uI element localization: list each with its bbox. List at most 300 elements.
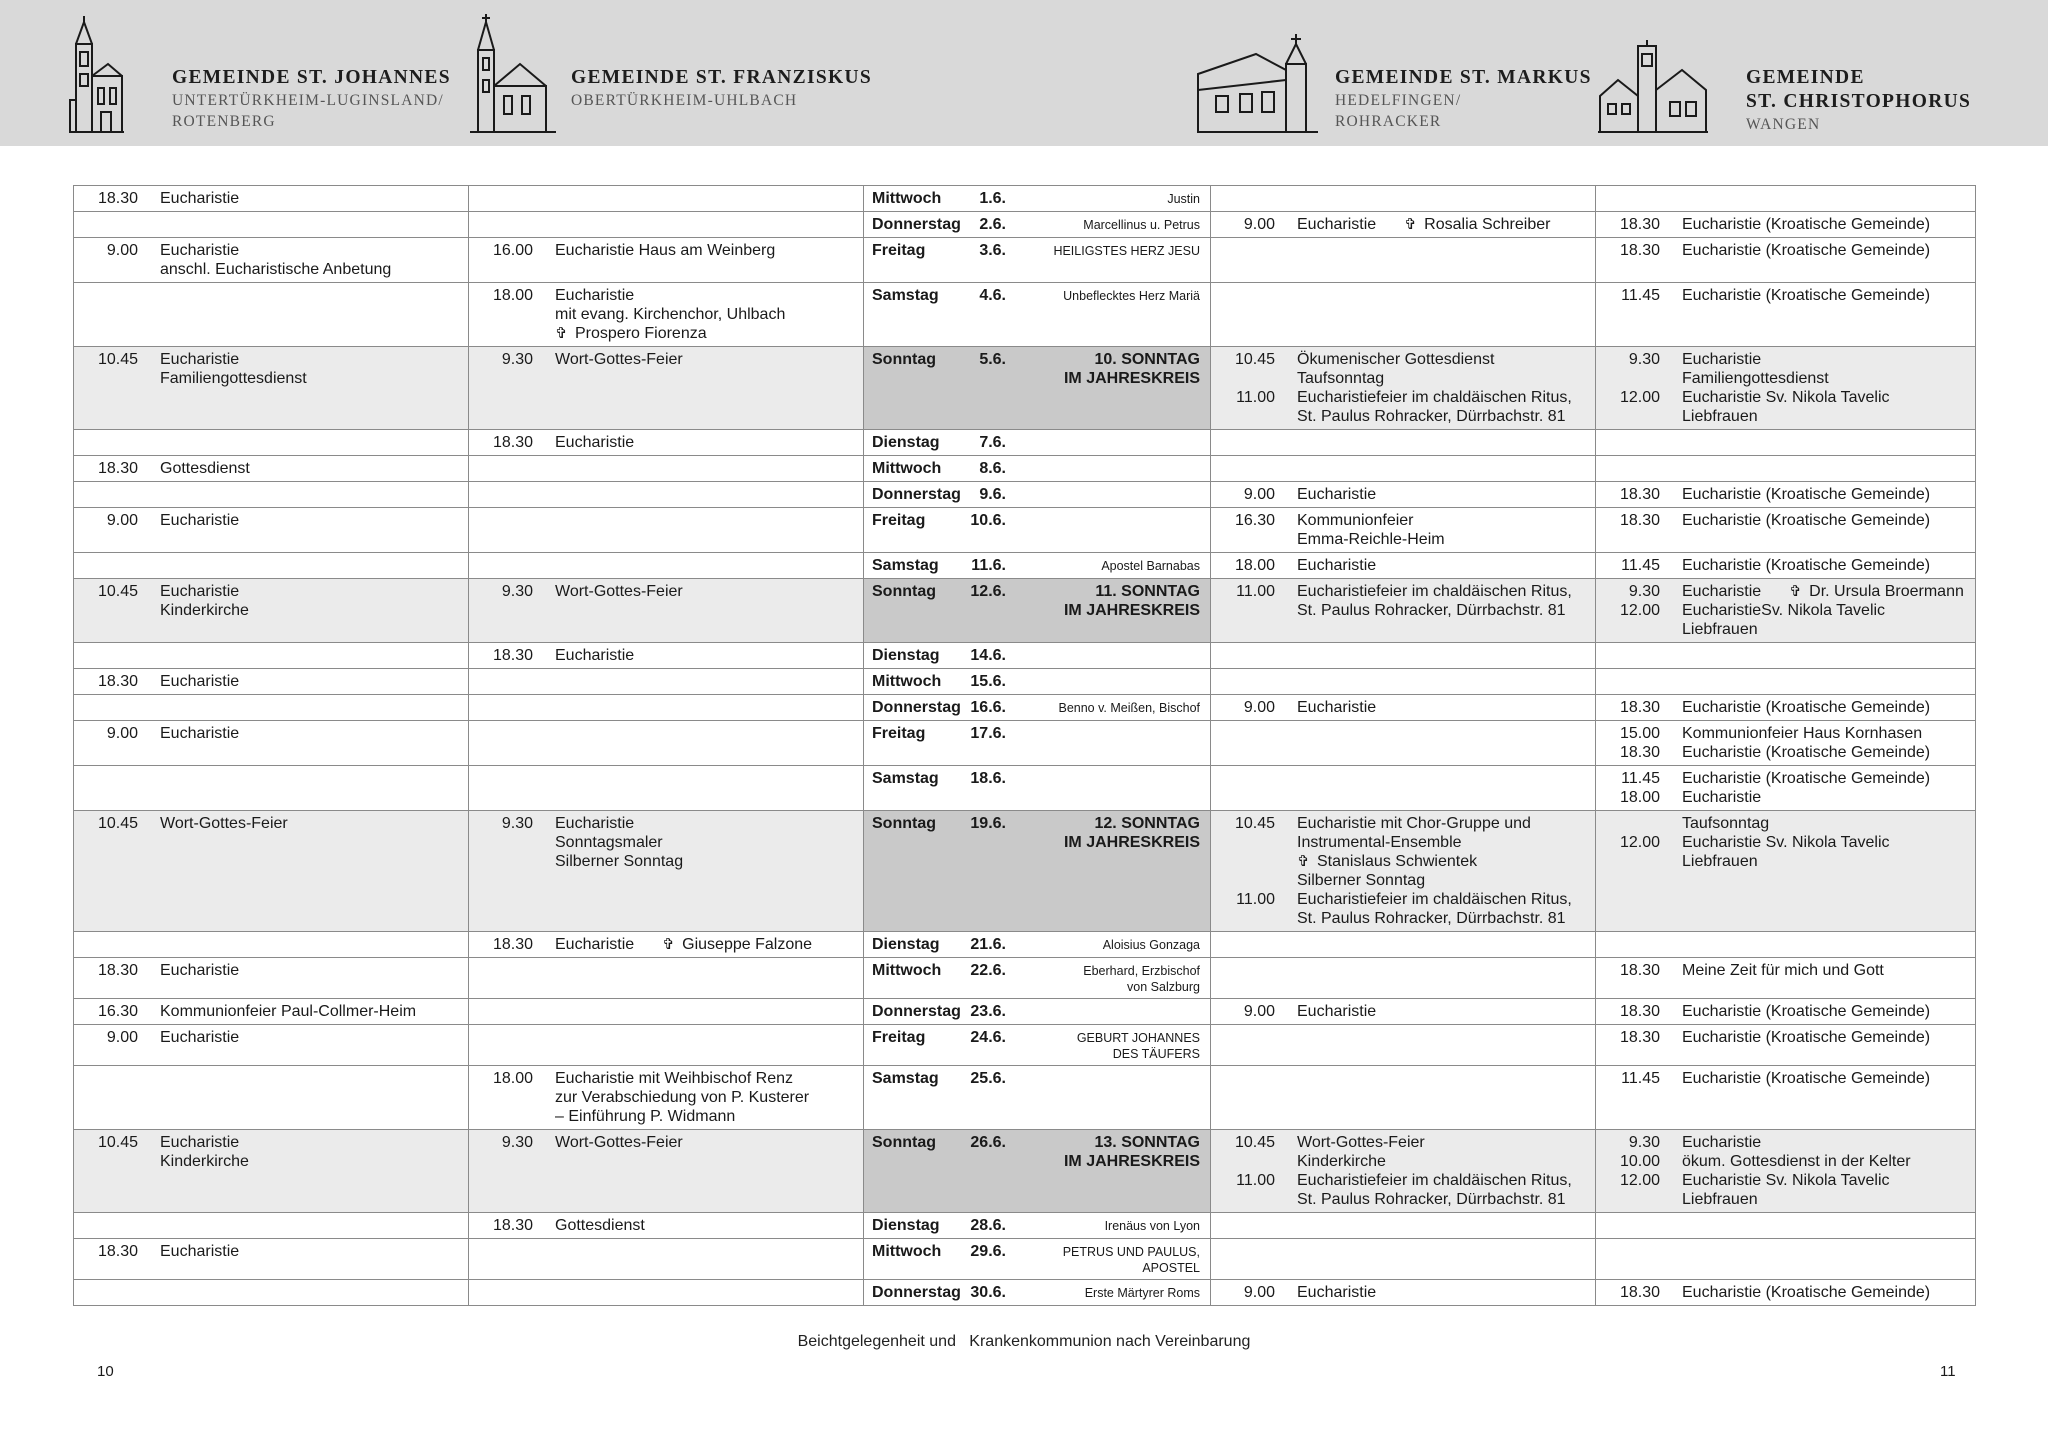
service-text: zur Verabschiedung von P. Kusterer (555, 1089, 810, 1106)
date: 10.6. (970, 512, 1006, 529)
service-text: Eucharistie (1682, 789, 1762, 806)
parish-cell (1211, 456, 1596, 482)
service-line (1682, 743, 1975, 762)
service-line (1682, 1152, 1975, 1171)
service-description (1660, 215, 1975, 234)
service-entry (1211, 388, 1595, 426)
parish-cell (1211, 1213, 1596, 1239)
day-row (74, 643, 1976, 669)
service-line (1297, 556, 1595, 575)
service-line (555, 350, 863, 369)
service-time: 18.30 (492, 936, 533, 953)
service-text: Kinderkirche (160, 1153, 249, 1170)
weekday: Samstag (872, 770, 939, 787)
date: 23.6. (970, 1003, 1006, 1020)
day-cell (864, 811, 1211, 932)
service-line (1297, 833, 1595, 852)
parish-cell (74, 579, 469, 643)
feast-name (1006, 1133, 1200, 1171)
service-line (1682, 852, 1975, 871)
service-line (1682, 556, 1975, 575)
day-row (74, 553, 1976, 579)
day-row (74, 695, 1976, 721)
service-text: Eucharistie (160, 512, 240, 529)
day-info (872, 1002, 1200, 1021)
parish-cell (469, 212, 864, 238)
weekday: Dienstag (872, 434, 940, 451)
service-description (138, 672, 468, 691)
service-line (555, 935, 863, 954)
weekday: Donnerstag (872, 486, 961, 503)
parish-cell (1596, 1066, 1976, 1130)
feast-line: von Salzburg (1127, 980, 1200, 994)
day-row (74, 1213, 1976, 1239)
service-entry (1596, 1028, 1975, 1047)
parish-cell (1596, 283, 1976, 347)
service-text: Eucharistie (160, 242, 240, 259)
service-line (555, 833, 863, 852)
parish-cell (1211, 1280, 1596, 1306)
page-number-right: 11 (1940, 1363, 1956, 1380)
feast-line: 13. SONNTAG (1094, 1134, 1200, 1151)
parish-cell (1596, 958, 1976, 999)
parish-cell (469, 932, 864, 958)
service-line (160, 189, 468, 208)
service-entry (469, 646, 863, 665)
parish-cell (469, 508, 864, 553)
parish-cell (1211, 430, 1596, 456)
parish-district: HEDELFINGEN/ (1335, 92, 1462, 109)
service-description (1660, 698, 1975, 717)
parish-cell (74, 456, 469, 482)
parish-cell (74, 347, 469, 430)
service-text: Eucharistie (1297, 216, 1377, 233)
parish-cell (1596, 1025, 1976, 1066)
date: 1.6. (979, 190, 1006, 207)
feast-line: GEBURT JOHANNES (1076, 1031, 1200, 1045)
service-entry (74, 459, 468, 478)
day-cell (864, 186, 1211, 212)
service-description (1660, 350, 1975, 388)
day-row (74, 932, 1976, 958)
memorial-cross-icon: ✞ (1789, 583, 1802, 600)
day-info (872, 724, 1200, 743)
service-time: 10.45 (97, 815, 138, 832)
service-text: Eucharistie (1297, 1284, 1377, 1301)
service-description (1660, 1133, 1975, 1152)
day-row (74, 1280, 1976, 1306)
service-line (555, 582, 863, 601)
service-line (555, 241, 863, 260)
parish-cell (74, 186, 469, 212)
parish-name-line2: ST. CHRISTOPHORUS (1746, 91, 1972, 112)
service-entry (1211, 1002, 1595, 1021)
service-line (1682, 724, 1975, 743)
date: 17.6. (970, 725, 1006, 742)
service-description (138, 961, 468, 980)
service-line (1682, 1028, 1975, 1047)
day-cell (864, 721, 1211, 766)
service-entry (74, 961, 468, 980)
feast-line: HEILIGSTES HERZ JESU (1053, 244, 1200, 258)
weekday: Dienstag (872, 647, 940, 664)
service-text: Eucharistie (160, 962, 240, 979)
parish-cell (1211, 508, 1596, 553)
church-st-markus-icon (1196, 34, 1320, 136)
parish-cell (1211, 1239, 1596, 1280)
day-info (872, 1028, 1200, 1062)
service-text: Kinderkirche (1297, 1153, 1386, 1170)
service-time: 18.30 (1619, 486, 1660, 503)
service-text: Eucharistie (1682, 583, 1762, 600)
service-line (1297, 407, 1595, 426)
feast-name (1006, 1028, 1200, 1062)
service-line (1682, 1002, 1975, 1021)
service-description (1660, 724, 1975, 743)
parish-cell (1596, 811, 1976, 932)
day-cell (864, 766, 1211, 811)
feast-name (1006, 724, 1200, 726)
service-entry (1596, 215, 1975, 234)
day-cell (864, 283, 1211, 347)
service-line (1297, 350, 1595, 369)
feast-name (1006, 698, 1200, 716)
weekday: Sonntag (872, 815, 936, 832)
service-line (1682, 241, 1975, 260)
service-text: Eucharistie (Kroatische Gemeinde) (1682, 512, 1931, 529)
service-description (138, 1002, 468, 1021)
parish-cell (469, 811, 864, 932)
service-time: 10.45 (97, 351, 138, 368)
parish-district: ROTENBERG (172, 113, 276, 130)
service-description (533, 286, 863, 343)
service-line (160, 369, 468, 388)
service-text: Eucharistie (555, 287, 635, 304)
service-entry (74, 814, 468, 833)
service-description (1660, 814, 1975, 833)
day-cell (864, 1213, 1211, 1239)
day-row (74, 766, 1976, 811)
service-text: Eucharistie (Kroatische Gemeinde) (1682, 744, 1931, 761)
service-text: Eucharistie (Kroatische Gemeinde) (1682, 557, 1931, 574)
feast-name (1006, 1283, 1200, 1301)
service-text: Liebfrauen (1682, 408, 1758, 425)
day-info (872, 286, 1200, 305)
parish-cell (1211, 579, 1596, 643)
parish-cell (1596, 212, 1976, 238)
service-line (160, 1002, 468, 1021)
service-time: 9.30 (1628, 351, 1660, 368)
service-entry (1596, 1171, 1975, 1209)
parish-cell (1596, 932, 1976, 958)
service-time: 11.00 (1236, 891, 1275, 908)
service-time: 18.30 (1619, 1029, 1660, 1046)
service-time: 9.30 (1628, 583, 1660, 600)
day-info (872, 511, 1200, 530)
parish-cell (469, 430, 864, 456)
service-time: 11.00 (1236, 389, 1275, 406)
day-cell (864, 669, 1211, 695)
feast-name (1006, 582, 1200, 620)
weekday: Mittwoch (872, 1243, 942, 1260)
feast-name (1006, 672, 1200, 674)
feast-line: 10. SONNTAG (1094, 351, 1200, 368)
parish-cell (469, 238, 864, 283)
service-text: Meine Zeit für mich und Gott (1682, 962, 1884, 979)
parish-cell (74, 811, 469, 932)
service-text: Kommunionfeier (1297, 512, 1414, 529)
day-row (74, 958, 1976, 999)
service-description (1275, 1133, 1595, 1171)
parish-cell (469, 721, 864, 766)
service-text: Eucharistie (Kroatische Gemeinde) (1682, 770, 1931, 787)
service-description (138, 1028, 468, 1047)
service-line (1297, 1190, 1595, 1209)
service-description (1660, 1069, 1975, 1088)
memorial-name: Prospero Fiorenza (575, 325, 707, 342)
service-text: Gottesdienst (555, 1217, 645, 1234)
feast-name (1006, 1216, 1200, 1234)
service-text: Eucharistie Sv. Nikola Tavelic (1682, 1172, 1890, 1189)
parish-cell (74, 643, 469, 669)
service-entry (1596, 698, 1975, 717)
day-info (872, 485, 1200, 504)
feast-name (1006, 1242, 1200, 1276)
service-line (1297, 909, 1595, 928)
weekday: Freitag (872, 242, 926, 259)
service-time: 18.30 (492, 434, 533, 451)
service-line (1297, 1152, 1595, 1171)
weekday: Samstag (872, 1070, 939, 1087)
service-description (138, 350, 468, 388)
date: 11.6. (971, 557, 1006, 574)
parish-cell (74, 1280, 469, 1306)
service-entry (74, 724, 468, 743)
day-cell (864, 695, 1211, 721)
parish-cell (74, 238, 469, 283)
parish-cell (1596, 238, 1976, 283)
service-description (1660, 1171, 1975, 1209)
schedule-body (74, 186, 1976, 1306)
service-text: Eucharistie (555, 936, 635, 953)
service-description (533, 241, 863, 260)
date: 7.6. (979, 434, 1006, 451)
service-text: Eucharistie (160, 725, 240, 742)
parish-cell (1211, 1130, 1596, 1213)
service-time: 11.45 (1621, 287, 1660, 304)
parish-cell (74, 508, 469, 553)
service-text: St. Paulus Rohracker, Dürrbachstr. 81 (1297, 1191, 1566, 1208)
service-time: 10.45 (1234, 815, 1275, 832)
feast-name (1006, 433, 1200, 435)
service-text: Eucharistie (160, 1243, 240, 1260)
service-description (1660, 388, 1975, 426)
service-line (160, 1152, 468, 1171)
day-info (872, 935, 1200, 954)
service-entry (1211, 1283, 1595, 1302)
service-text: Eucharistie (555, 815, 635, 832)
service-description (533, 350, 863, 369)
parish-cell (1596, 430, 1976, 456)
feast-name (1006, 459, 1200, 461)
weekday: Dienstag (872, 1217, 940, 1234)
service-line (1682, 369, 1975, 388)
service-time: 10.45 (1234, 1134, 1275, 1151)
parish-cell (1596, 999, 1976, 1025)
service-time: 18.30 (492, 1217, 533, 1234)
memorial-name: Rosalia Schreiber (1424, 216, 1551, 233)
day-row (74, 721, 1976, 766)
service-line (1297, 369, 1595, 388)
parish-cell (469, 579, 864, 643)
service-line (555, 852, 863, 871)
service-line (1297, 1133, 1595, 1152)
parish-cell (1211, 283, 1596, 347)
service-schedule-table (73, 185, 1976, 1306)
service-time: 11.45 (1621, 770, 1660, 787)
service-text: Eucharistie (Kroatische Gemeinde) (1682, 486, 1931, 503)
feast-name (1006, 286, 1200, 304)
parish-cell (469, 456, 864, 482)
service-line (1682, 814, 1975, 833)
service-time: 18.00 (492, 287, 533, 304)
service-text: Eucharistie (160, 190, 240, 207)
service-entry (1596, 743, 1975, 762)
service-entry (1596, 1069, 1975, 1088)
day-info (872, 1069, 1200, 1088)
day-cell (864, 508, 1211, 553)
service-text: St. Paulus Rohracker, Dürrbachstr. 81 (1297, 910, 1566, 927)
feast-line: Benno v. Meißen, Bischof (1058, 701, 1200, 715)
service-text: Wort-Gottes-Feier (555, 1134, 683, 1151)
service-time: 18.00 (492, 1070, 533, 1087)
parish-district: WANGEN (1746, 116, 1821, 133)
service-entry (469, 1133, 863, 1152)
service-line (160, 961, 468, 980)
memorial-cross-icon: ✞ (662, 936, 675, 953)
date: 29.6. (970, 1243, 1006, 1260)
service-description (1660, 788, 1975, 807)
parish-cell (1211, 1066, 1596, 1130)
feast-name (1006, 241, 1200, 259)
service-line (1297, 1171, 1595, 1190)
day-row (74, 456, 1976, 482)
service-entry (1596, 724, 1975, 743)
service-text: Kommunionfeier Paul-Collmer-Heim (160, 1003, 417, 1020)
service-line (160, 724, 468, 743)
service-description (1660, 511, 1975, 530)
feast-line: Irenäus von Lyon (1104, 1219, 1200, 1233)
day-cell (864, 212, 1211, 238)
service-entry (469, 433, 863, 452)
service-text: Taufsonntag (1297, 370, 1385, 387)
service-line (1682, 1283, 1975, 1302)
service-text: Eucharistie (1297, 557, 1377, 574)
page-number-left: 10 (97, 1363, 114, 1380)
parish-cell (469, 1239, 864, 1280)
service-line (160, 1028, 468, 1047)
service-description (1275, 1171, 1595, 1209)
weekday: Donnerstag (872, 1284, 961, 1301)
date: 4.6. (979, 287, 1006, 304)
feast-line: Erste Märtyrer Roms (1084, 1286, 1200, 1300)
weekday: Mittwoch (872, 673, 942, 690)
parish-cell (469, 553, 864, 579)
parish-cell (1211, 186, 1596, 212)
service-entry (1211, 215, 1595, 234)
service-text: Eucharistie (Kroatische Gemeinde) (1682, 242, 1931, 259)
service-entry (74, 241, 468, 279)
service-time: 9.30 (501, 1134, 533, 1151)
service-text: Kinderkirche (160, 602, 249, 619)
parish-cell (1211, 553, 1596, 579)
service-text: Eucharistie Sv. Nikola Tavelic (1682, 389, 1890, 406)
day-info (872, 1242, 1200, 1276)
service-line (1682, 961, 1975, 980)
service-text: St. Paulus Rohracker, Dürrbachstr. 81 (1297, 408, 1566, 425)
feast-line: Aloisius Gonzaga (1102, 938, 1200, 952)
parish-cell (74, 1213, 469, 1239)
service-time: 16.30 (97, 1003, 138, 1020)
sunday-row (74, 579, 1976, 643)
service-time: 18.30 (1619, 216, 1660, 233)
parish-cell (74, 1066, 469, 1130)
feast-line: Unbeflecktes Herz Mariä (1063, 289, 1200, 303)
day-cell (864, 456, 1211, 482)
service-line (555, 1107, 863, 1126)
service-line (160, 260, 468, 279)
day-info (872, 698, 1200, 717)
parish-name: GEMEINDE ST. JOHANNES (172, 67, 451, 88)
parish-cell (1596, 456, 1976, 482)
service-line (555, 305, 863, 324)
day-row (74, 238, 1976, 283)
day-cell (864, 1239, 1211, 1280)
date: 18.6. (970, 770, 1006, 787)
service-text: Sonntagsmaler (555, 834, 663, 851)
weekday: Donnerstag (872, 699, 961, 716)
service-text: Eucharistie (1297, 1003, 1377, 1020)
service-entry (1211, 582, 1595, 620)
service-time: 10.00 (1619, 1153, 1660, 1170)
date: 15.6. (970, 673, 1006, 690)
day-info (872, 582, 1200, 620)
service-text: Familiengottesdienst (1682, 370, 1829, 387)
parish-district: UNTERTÜRKHEIM-LUGINSLAND/ (172, 92, 444, 109)
feast-line: IM JAHRESKREIS (1063, 1153, 1200, 1170)
parish-cell (469, 186, 864, 212)
service-text: Eucharistie (160, 1029, 240, 1046)
feast-line: DES TÄUFERS (1112, 1047, 1200, 1061)
service-line (555, 1216, 863, 1235)
service-text: Eucharistie (Kroatische Gemeinde) (1682, 1284, 1931, 1301)
sunday-row (74, 811, 1976, 932)
service-line (160, 511, 468, 530)
feast-line: Marcellinus u. Petrus (1083, 218, 1200, 232)
day-info (872, 350, 1200, 388)
feast-name (1006, 961, 1200, 995)
day-info (872, 556, 1200, 575)
date: 26.6. (970, 1134, 1006, 1151)
service-time: 10.45 (1234, 351, 1275, 368)
service-line (160, 601, 468, 620)
service-description (533, 1069, 863, 1126)
parish-cell (469, 1213, 864, 1239)
service-entry (74, 582, 468, 620)
day-info (872, 1283, 1200, 1302)
weekday: Samstag (872, 557, 939, 574)
service-description (1660, 286, 1975, 305)
